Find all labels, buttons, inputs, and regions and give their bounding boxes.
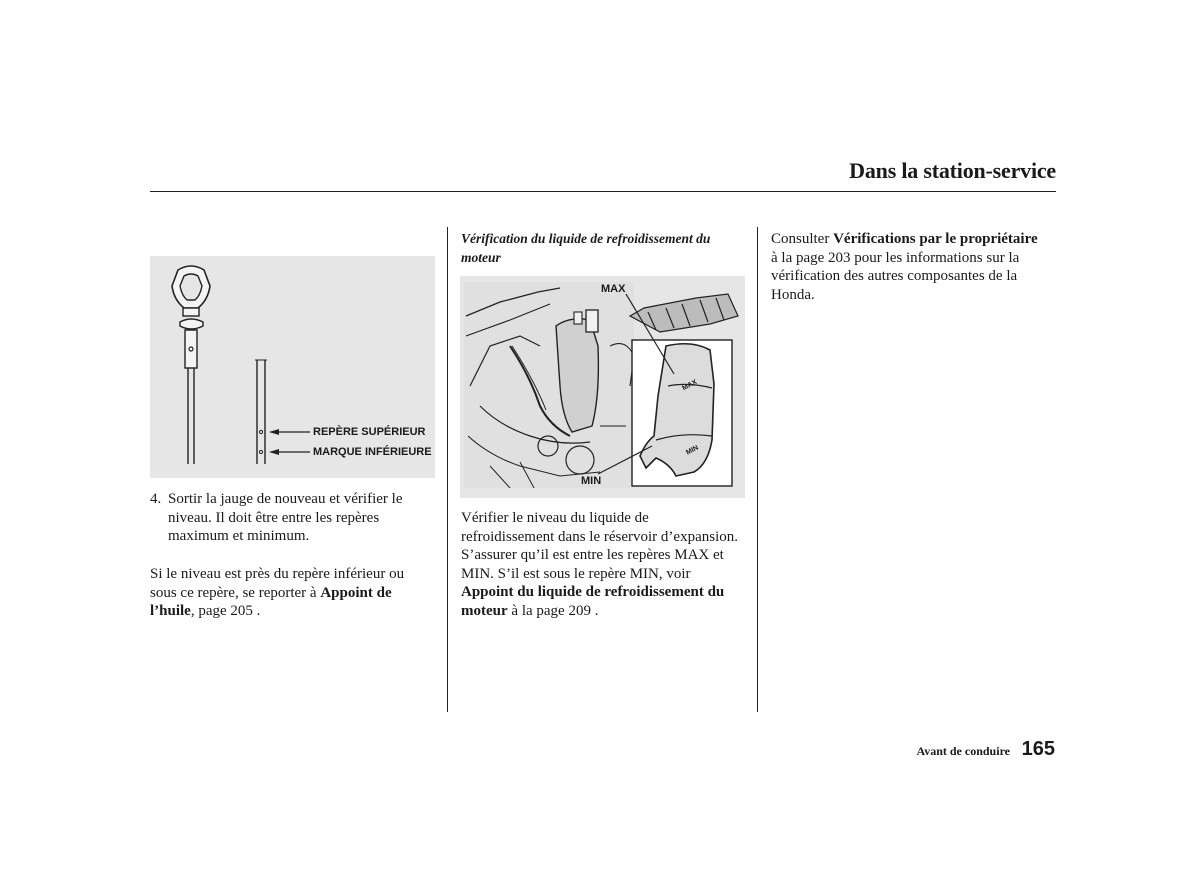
paragraph-line — [771, 230, 1061, 249]
oil-topup-link-cont[interactable]: l’huile — [150, 603, 191, 619]
note-line: Si le niveau est près du repère inférieur ou — [150, 566, 405, 582]
paragraph-line: Vérifier le niveau du liquide de — [461, 510, 649, 526]
oil-topup-link[interactable]: Appoint de — [320, 584, 392, 601]
paragraph-line: Honda. — [771, 286, 815, 303]
column-divider-right — [757, 227, 758, 712]
paragraph-text: Consulter — [771, 231, 834, 247]
note-line — [150, 602, 442, 621]
page-title: Dans la station-service — [849, 158, 1056, 183]
owner-checks-paragraph — [771, 230, 1061, 304]
upper-mark-label: REPÈRE SUPÉRIEUR — [313, 426, 426, 438]
dipstick-illustration — [150, 256, 435, 478]
paragraph-line: refroidissement dans le réservoir d’expansion. — [461, 528, 738, 545]
column-divider-left — [447, 227, 448, 712]
paragraph-line — [461, 602, 753, 621]
paragraph-line: S’assurer qu’il est entre les repères MAX et — [461, 547, 724, 563]
coolant-topup-link-cont[interactable]: moteur — [461, 602, 508, 619]
coolant-paragraph — [461, 509, 753, 620]
note-line — [150, 584, 442, 603]
page-number: 165 — [1021, 738, 1055, 760]
tank-max-label: MAX — [681, 378, 699, 393]
step-text-line: maximum et minimum. — [168, 528, 310, 544]
owner-checks-link[interactable]: Vérifications par le propriétaire — [833, 231, 1038, 247]
max-label: MAX — [601, 283, 626, 295]
oil-note — [150, 565, 442, 621]
coolant-figure — [460, 276, 745, 498]
footer-section-label: Avant de conduire — [916, 744, 1010, 758]
tank-min-label: MIN — [685, 444, 700, 457]
step-text-line: niveau. Il doit être entre les repères — [168, 509, 380, 526]
paragraph-line: vérification des autres composantes de la — [771, 268, 1018, 284]
paragraph-text: à la page 209 . — [507, 602, 599, 619]
paragraph-line — [461, 583, 753, 602]
paragraph-line: MIN. S’il est sous le repère MIN, voir — [461, 565, 691, 582]
paragraph-line: à la page 203 pour les informations sur la — [771, 249, 1020, 266]
section-title-line: Vérification du liquide de refroidissement du — [461, 231, 711, 246]
step-4 — [150, 490, 440, 546]
engine-bay-illustration — [460, 276, 745, 498]
note-text: sous ce repère, se reporter à — [150, 584, 321, 601]
header-rule — [150, 191, 1056, 192]
lower-mark-label: MARQUE INFÉRIEURE — [313, 446, 432, 458]
dipstick-figure — [150, 256, 435, 478]
section-title-line: moteur — [461, 249, 501, 265]
coolant-topup-link[interactable]: Appoint du liquide de refroidissement du — [461, 584, 725, 600]
min-label: MIN — [581, 475, 602, 487]
step-number: 4. — [150, 491, 162, 507]
coolant-section-title — [461, 230, 751, 267]
note-text: , page 205 . — [190, 603, 261, 619]
step-text-line: Sortir la jauge de nouveau et vérifier le — [168, 491, 403, 507]
